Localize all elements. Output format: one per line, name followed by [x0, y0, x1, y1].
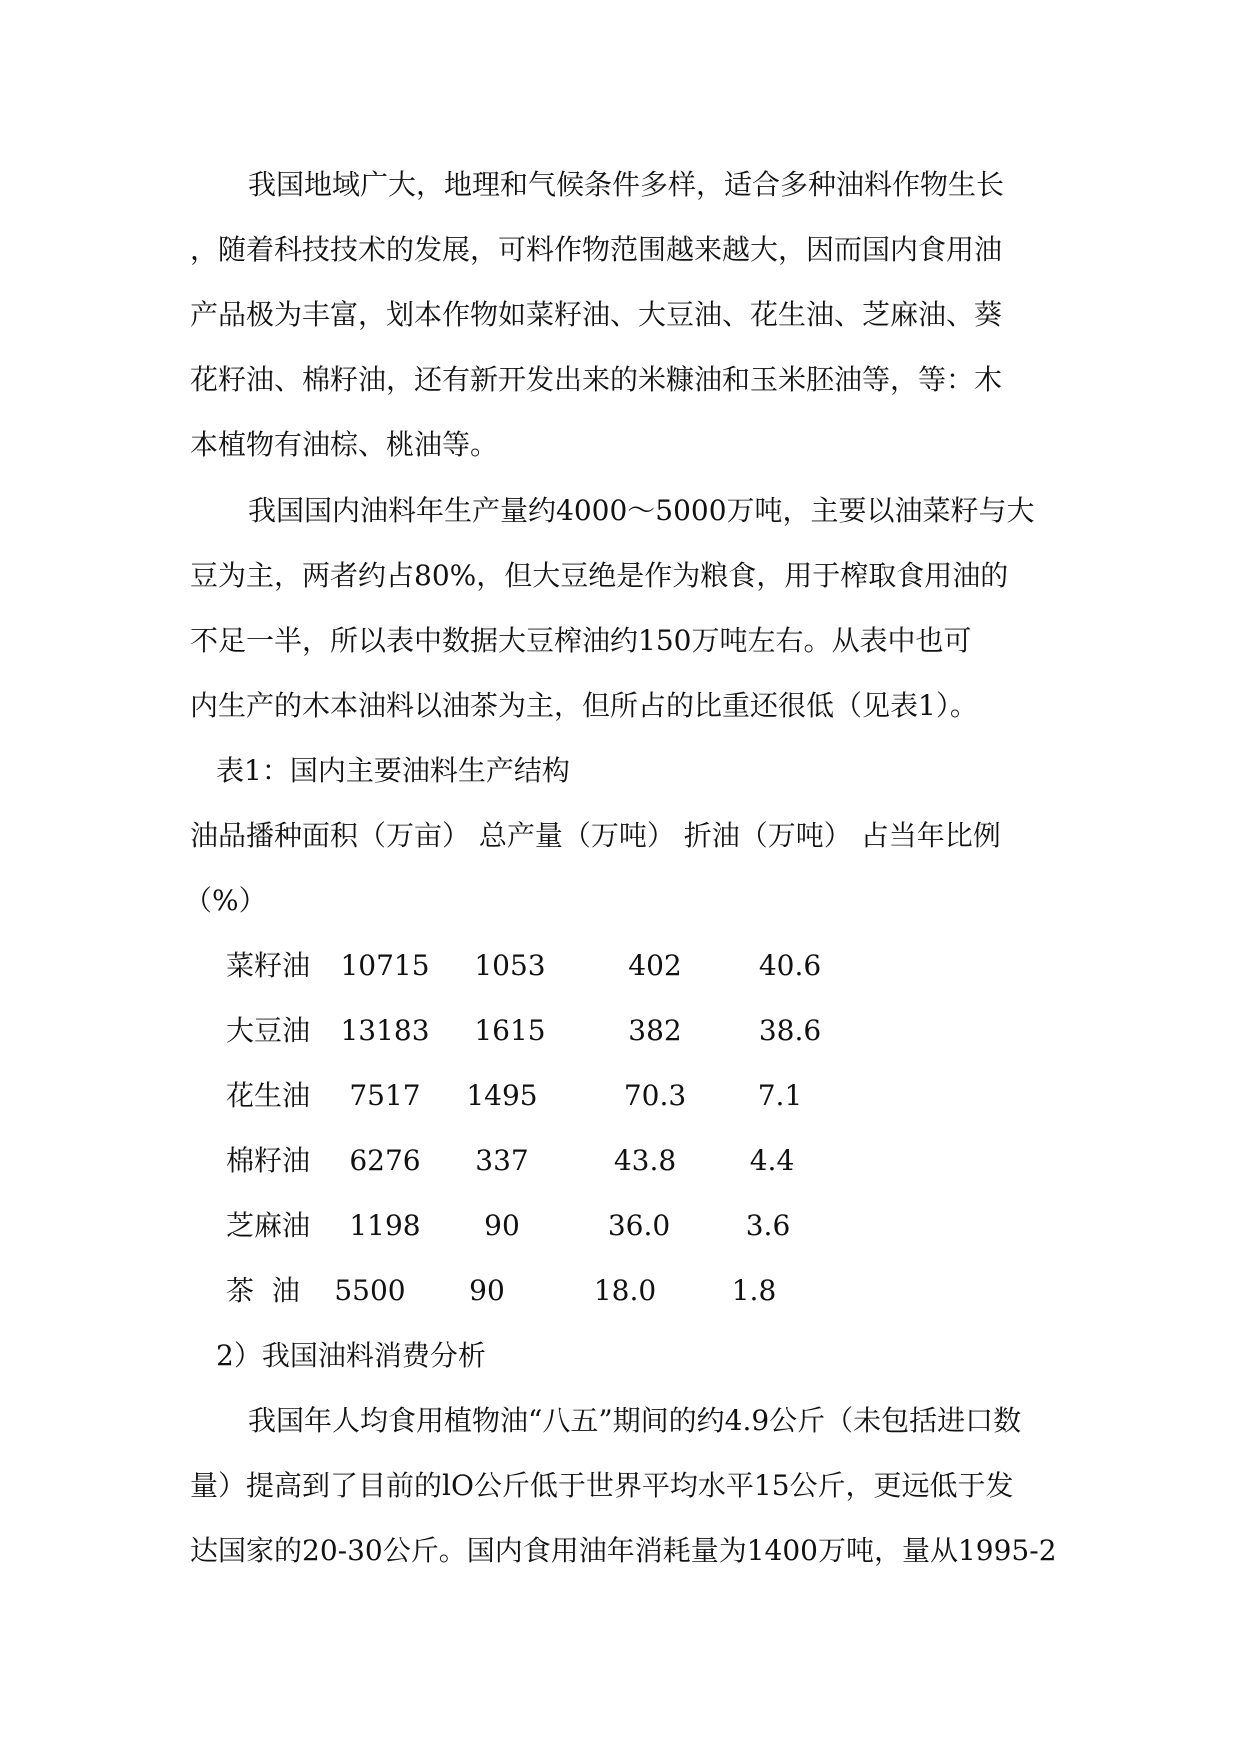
section-heading: 2）我国油料消费分析: [216, 1339, 486, 1372]
row-output: 1053: [474, 949, 546, 982]
paragraph-line: 豆为主，两者约占80%，但大豆绝是作为粮食，用于榨取食用油的: [190, 559, 1009, 592]
row-output: 337: [475, 1144, 529, 1177]
paragraph-line: 花籽油、棉籽油，还有新开发出来的米糠油和玉米胚油等，等：木: [190, 363, 1003, 396]
paragraph-line: 内生产的木本油料以油茶为主，但所占的比重还很低（见表1）。: [190, 689, 978, 722]
table-caption: 表1：国内主要油料生产结构: [216, 754, 570, 787]
paragraph-line: 我国地域广大，地理和气候条件多样，适合多种油料作物生长: [248, 168, 1005, 201]
row-oil: 43.8: [613, 1144, 677, 1177]
row-area: 5500: [334, 1274, 406, 1307]
row-ratio: 7.1: [757, 1079, 803, 1112]
row-ratio: 38.6: [758, 1014, 822, 1047]
row-oil: 36.0: [607, 1209, 671, 1242]
table-header-unit: （%）: [184, 884, 267, 917]
paragraph-line: 本植物有油棕、桃油等。: [190, 428, 499, 461]
paragraph-line: 我国年人均食用植物油“八五”期间的约4.9公斤（未包括进口数: [248, 1404, 1022, 1437]
paragraph-line: 不足一半，所以表中数据大豆榨油约150万吨左右。从表中也可: [190, 624, 972, 657]
row-oil: 70.3: [623, 1079, 687, 1112]
row-output: 90: [484, 1209, 520, 1242]
row-ratio: 4.4: [749, 1144, 795, 1177]
row-oil-name: 芝麻油: [226, 1209, 311, 1242]
row-area: 10715: [340, 949, 430, 982]
paragraph-line: 达国家的20-30公斤。国内食用油年消耗量为1400万吨，量从1995-2: [190, 1534, 1057, 1567]
row-area: 7517: [349, 1079, 421, 1112]
row-area: 1198: [349, 1209, 421, 1242]
table-header: 油品播种面积（万亩） 总产量（万吨） 折油（万吨） 占当年比例: [190, 819, 1001, 852]
row-oil-name: 花生油: [226, 1079, 311, 1112]
paragraph-line: 产品极为丰富，划本作物如菜籽油、大豆油、花生油、芝麻油、葵: [190, 298, 1003, 331]
row-ratio: 1.8: [731, 1274, 777, 1307]
row-oil: 18.0: [593, 1274, 657, 1307]
row-output: 90: [469, 1274, 505, 1307]
row-ratio: 3.6: [745, 1209, 791, 1242]
row-output: 1615: [474, 1014, 546, 1047]
row-area: 13183: [340, 1014, 430, 1047]
row-oil: 382: [628, 1014, 682, 1047]
row-ratio: 40.6: [758, 949, 822, 982]
row-oil-name: 茶 油: [226, 1274, 300, 1307]
row-oil-name: 菜籽油: [226, 949, 311, 982]
row-area: 6276: [349, 1144, 421, 1177]
paragraph-line: 量）提高到了目前的lO公斤低于世界平均水平15公斤，更远低于发: [190, 1469, 1014, 1502]
row-output: 1495: [466, 1079, 538, 1112]
paragraph-line: ，随着科技技术的发展，可料作物范围越来越大，因而国内食用油: [190, 233, 1003, 266]
row-oil-name: 棉籽油: [226, 1144, 311, 1177]
row-oil: 402: [628, 949, 682, 982]
row-oil-name: 大豆油: [226, 1014, 311, 1047]
paragraph-line: 我国国内油料年生产量约4000～5000万吨，主要以油菜籽与大: [248, 494, 1035, 527]
